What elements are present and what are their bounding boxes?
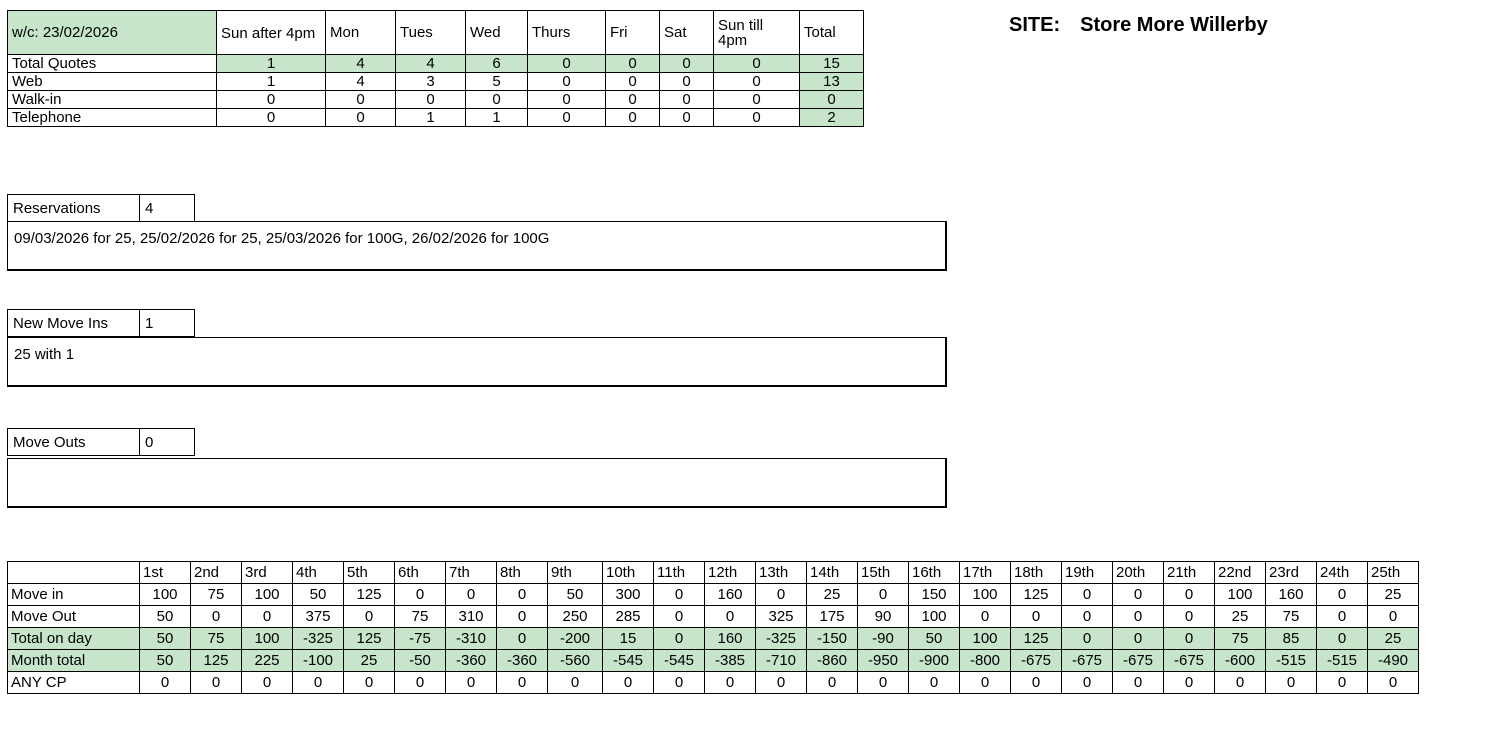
value-cell: 0 [1317, 584, 1368, 606]
week-commencing-label: w/c: 23/02/2026 [8, 11, 217, 55]
value-cell: 0 [714, 73, 800, 91]
day-header: Fri [606, 11, 660, 55]
value-cell: 0 [705, 606, 756, 628]
monthly-movement-table [7, 561, 1419, 694]
value-cell: 50 [140, 650, 191, 672]
monthly-row [8, 606, 1419, 628]
value-cell: -860 [807, 650, 858, 672]
row-label: Web [8, 73, 217, 91]
reservations-header [7, 194, 195, 222]
day-header: Tues [396, 11, 466, 55]
value-cell: -710 [756, 650, 807, 672]
value-cell: 0 [344, 672, 395, 694]
value-cell: 0 [1113, 628, 1164, 650]
value-cell: 0 [603, 672, 654, 694]
value-cell: 0 [1368, 672, 1419, 694]
value-cell: 4 [326, 55, 396, 73]
weekly-row [8, 55, 864, 73]
value-cell: 75 [1215, 628, 1266, 650]
day-of-month-header: 14th [807, 562, 858, 584]
value-cell: 0 [756, 584, 807, 606]
value-cell: 0 [497, 628, 548, 650]
day-header: Sun till 4pm [714, 11, 800, 55]
row-label: ANY CP [8, 672, 140, 694]
value-cell: 0 [1062, 606, 1113, 628]
value-cell: 0 [217, 91, 326, 109]
value-cell: -600 [1215, 650, 1266, 672]
value-cell: 325 [756, 606, 807, 628]
value-cell: 310 [446, 606, 497, 628]
day-of-month-header: 6th [395, 562, 446, 584]
reservations-label: Reservations [8, 195, 140, 222]
value-cell: 0 [1062, 672, 1113, 694]
value-cell: 100 [140, 584, 191, 606]
move-outs-header [7, 428, 195, 456]
value-cell: -675 [1011, 650, 1062, 672]
value-cell: 0 [960, 606, 1011, 628]
value-cell: 15 [603, 628, 654, 650]
value-cell: 0 [660, 91, 714, 109]
value-cell: 100 [1215, 584, 1266, 606]
value-cell: -50 [395, 650, 446, 672]
value-cell: 0 [1164, 584, 1215, 606]
value-cell: 6 [466, 55, 528, 73]
value-cell: 50 [140, 606, 191, 628]
value-cell: 1 [396, 109, 466, 127]
value-cell: 0 [1113, 606, 1164, 628]
row-label: Move Out [8, 606, 140, 628]
value-cell: 0 [654, 584, 705, 606]
value-cell: 50 [909, 628, 960, 650]
row-label: Move in [8, 584, 140, 606]
value-cell: 4 [326, 73, 396, 91]
day-of-month-header: 22nd [1215, 562, 1266, 584]
move-outs-details [7, 458, 947, 508]
value-cell: 0 [714, 91, 800, 109]
value-cell: 0 [714, 109, 800, 127]
monthly-row [8, 584, 1419, 606]
value-cell: -385 [705, 650, 756, 672]
value-cell: 0 [528, 91, 606, 109]
value-cell: 0 [191, 606, 242, 628]
value-cell: 0 [395, 584, 446, 606]
value-cell: -515 [1317, 650, 1368, 672]
value-cell: 0 [1113, 672, 1164, 694]
value-cell: 3 [396, 73, 466, 91]
value-cell: 4 [396, 55, 466, 73]
value-cell: -560 [548, 650, 603, 672]
value-cell: 100 [960, 584, 1011, 606]
value-cell: 0 [497, 606, 548, 628]
value-cell: 1 [466, 109, 528, 127]
value-cell: 0 [1011, 672, 1062, 694]
value-cell: 0 [446, 672, 497, 694]
value-cell: 50 [293, 584, 344, 606]
value-cell: -545 [603, 650, 654, 672]
day-of-month-header: 7th [446, 562, 497, 584]
value-cell: 0 [1062, 584, 1113, 606]
value-cell: -325 [756, 628, 807, 650]
value-cell: -90 [858, 628, 909, 650]
value-cell: 375 [293, 606, 344, 628]
value-cell: 0 [654, 606, 705, 628]
value-cell: 0 [756, 672, 807, 694]
monthly-header-row [8, 562, 1419, 584]
value-cell: 0 [446, 584, 497, 606]
day-header: Sun after 4pm [217, 11, 326, 55]
value-cell: 75 [395, 606, 446, 628]
value-cell: 0 [606, 55, 660, 73]
value-cell: 0 [140, 672, 191, 694]
reservations-count: 4 [140, 195, 195, 222]
value-cell: 285 [603, 606, 654, 628]
value-cell: 0 [909, 672, 960, 694]
weekly-header-row [8, 11, 864, 55]
value-cell: 0 [395, 672, 446, 694]
value-cell: -100 [293, 650, 344, 672]
day-of-month-header: 12th [705, 562, 756, 584]
value-cell: 0 [1317, 628, 1368, 650]
day-of-month-header: 18th [1011, 562, 1062, 584]
value-cell: 0 [1215, 672, 1266, 694]
weekly-quotes-table [7, 10, 864, 127]
value-cell: -900 [909, 650, 960, 672]
value-cell: -545 [654, 650, 705, 672]
value-cell: 0 [497, 672, 548, 694]
corner-cell [8, 562, 140, 584]
day-of-month-header: 13th [756, 562, 807, 584]
value-cell: 0 [807, 672, 858, 694]
value-cell: -75 [395, 628, 446, 650]
day-of-month-header: 8th [497, 562, 548, 584]
value-cell: 0 [1368, 606, 1419, 628]
total-cell: 15 [800, 55, 864, 73]
value-cell: 0 [606, 109, 660, 127]
value-cell: 0 [344, 606, 395, 628]
weekly-row [8, 109, 864, 127]
value-cell: 0 [326, 91, 396, 109]
day-of-month-header: 5th [344, 562, 395, 584]
value-cell: 0 [1164, 628, 1215, 650]
value-cell: 50 [140, 628, 191, 650]
value-cell: 0 [242, 606, 293, 628]
day-of-month-header: 16th [909, 562, 960, 584]
value-cell: -200 [548, 628, 603, 650]
value-cell: 0 [242, 672, 293, 694]
value-cell: 0 [660, 109, 714, 127]
value-cell: 0 [714, 55, 800, 73]
new-move-ins-header [7, 309, 195, 337]
move-outs-count: 0 [140, 429, 195, 456]
value-cell: 300 [603, 584, 654, 606]
value-cell: -675 [1062, 650, 1113, 672]
value-cell: 0 [548, 672, 603, 694]
value-cell: 125 [1011, 584, 1062, 606]
day-of-month-header: 11th [654, 562, 705, 584]
value-cell: -675 [1113, 650, 1164, 672]
new-move-ins-count: 1 [140, 310, 195, 337]
day-of-month-header: 23rd [1266, 562, 1317, 584]
value-cell: -515 [1266, 650, 1317, 672]
row-label: Walk-in [8, 91, 217, 109]
day-of-month-header: 1st [140, 562, 191, 584]
value-cell: 0 [396, 91, 466, 109]
value-cell: 0 [217, 109, 326, 127]
value-cell: -360 [497, 650, 548, 672]
value-cell: 0 [528, 73, 606, 91]
day-of-month-header: 3rd [242, 562, 293, 584]
value-cell: 0 [1164, 606, 1215, 628]
value-cell: -800 [960, 650, 1011, 672]
value-cell: -150 [807, 628, 858, 650]
total-cell: 2 [800, 109, 864, 127]
value-cell: 25 [807, 584, 858, 606]
day-of-month-header: 10th [603, 562, 654, 584]
value-cell: 0 [497, 584, 548, 606]
value-cell: -950 [858, 650, 909, 672]
value-cell: 0 [1266, 672, 1317, 694]
value-cell: 75 [191, 628, 242, 650]
value-cell: 160 [705, 628, 756, 650]
value-cell: -360 [446, 650, 497, 672]
value-cell: 100 [960, 628, 1011, 650]
move-outs-label: Move Outs [8, 429, 140, 456]
value-cell: 0 [1113, 584, 1164, 606]
new-move-ins-details: 25 with 1 [7, 337, 947, 387]
value-cell: 100 [909, 606, 960, 628]
value-cell: 160 [1266, 584, 1317, 606]
value-cell: 225 [242, 650, 293, 672]
value-cell: 0 [528, 109, 606, 127]
value-cell: 160 [705, 584, 756, 606]
value-cell: 0 [858, 672, 909, 694]
site-label: SITE: [1009, 14, 1061, 36]
total-cell: 0 [800, 91, 864, 109]
value-cell: 25 [1368, 628, 1419, 650]
day-of-month-header: 4th [293, 562, 344, 584]
site-name: Store More Willerby [1080, 14, 1268, 36]
value-cell: -490 [1368, 650, 1419, 672]
value-cell: -675 [1164, 650, 1215, 672]
value-cell: 0 [1317, 672, 1368, 694]
value-cell: 125 [1011, 628, 1062, 650]
value-cell: 250 [548, 606, 603, 628]
value-cell: 0 [191, 672, 242, 694]
row-label: Total on day [8, 628, 140, 650]
total-cell: 13 [800, 73, 864, 91]
value-cell: 0 [1062, 628, 1113, 650]
day-of-month-header: 17th [960, 562, 1011, 584]
value-cell: 0 [654, 628, 705, 650]
value-cell: 100 [242, 584, 293, 606]
value-cell: 0 [654, 672, 705, 694]
monthly-row [8, 672, 1419, 694]
day-of-month-header: 19th [1062, 562, 1113, 584]
value-cell: 75 [191, 584, 242, 606]
day-of-month-header: 20th [1113, 562, 1164, 584]
value-cell: 0 [660, 55, 714, 73]
value-cell: 175 [807, 606, 858, 628]
value-cell: 0 [1164, 672, 1215, 694]
value-cell: 0 [606, 73, 660, 91]
value-cell: 0 [606, 91, 660, 109]
day-of-month-header: 2nd [191, 562, 242, 584]
value-cell: 90 [858, 606, 909, 628]
day-header: Thurs [528, 11, 606, 55]
new-move-ins-label: New Move Ins [8, 310, 140, 337]
value-cell: 0 [326, 109, 396, 127]
value-cell: 0 [858, 584, 909, 606]
value-cell: 0 [705, 672, 756, 694]
value-cell: 85 [1266, 628, 1317, 650]
value-cell: 0 [660, 73, 714, 91]
monthly-row [8, 628, 1419, 650]
value-cell: 25 [1368, 584, 1419, 606]
day-of-month-header: 25th [1368, 562, 1419, 584]
value-cell: 5 [466, 73, 528, 91]
row-label: Total Quotes [8, 55, 217, 73]
day-of-month-header: 15th [858, 562, 909, 584]
value-cell: 125 [344, 584, 395, 606]
value-cell: 0 [1317, 606, 1368, 628]
row-label: Telephone [8, 109, 217, 127]
value-cell: 0 [466, 91, 528, 109]
value-cell: 150 [909, 584, 960, 606]
day-header: Sat [660, 11, 714, 55]
day-of-month-header: 9th [548, 562, 603, 584]
value-cell: 125 [344, 628, 395, 650]
value-cell: 1 [217, 55, 326, 73]
value-cell: -325 [293, 628, 344, 650]
value-cell: 25 [1215, 606, 1266, 628]
value-cell: -310 [446, 628, 497, 650]
value-cell: 0 [528, 55, 606, 73]
monthly-row [8, 650, 1419, 672]
row-label: Month total [8, 650, 140, 672]
value-cell: 75 [1266, 606, 1317, 628]
value-cell: 1 [217, 73, 326, 91]
weekly-row [8, 73, 864, 91]
day-of-month-header: 24th [1317, 562, 1368, 584]
day-header: Mon [326, 11, 396, 55]
value-cell: 25 [344, 650, 395, 672]
site-title [1009, 14, 1268, 37]
value-cell: 100 [242, 628, 293, 650]
total-header: Total [800, 11, 864, 55]
value-cell: 0 [293, 672, 344, 694]
value-cell: 0 [1011, 606, 1062, 628]
value-cell: 0 [960, 672, 1011, 694]
day-header: Wed [466, 11, 528, 55]
weekly-row [8, 91, 864, 109]
reservations-details: 09/03/2026 for 25, 25/02/2026 for 25, 25/03/2026 for 100G, 26/02/2026 for 100G [7, 221, 947, 271]
day-of-month-header: 21th [1164, 562, 1215, 584]
value-cell: 50 [548, 584, 603, 606]
value-cell: 125 [191, 650, 242, 672]
